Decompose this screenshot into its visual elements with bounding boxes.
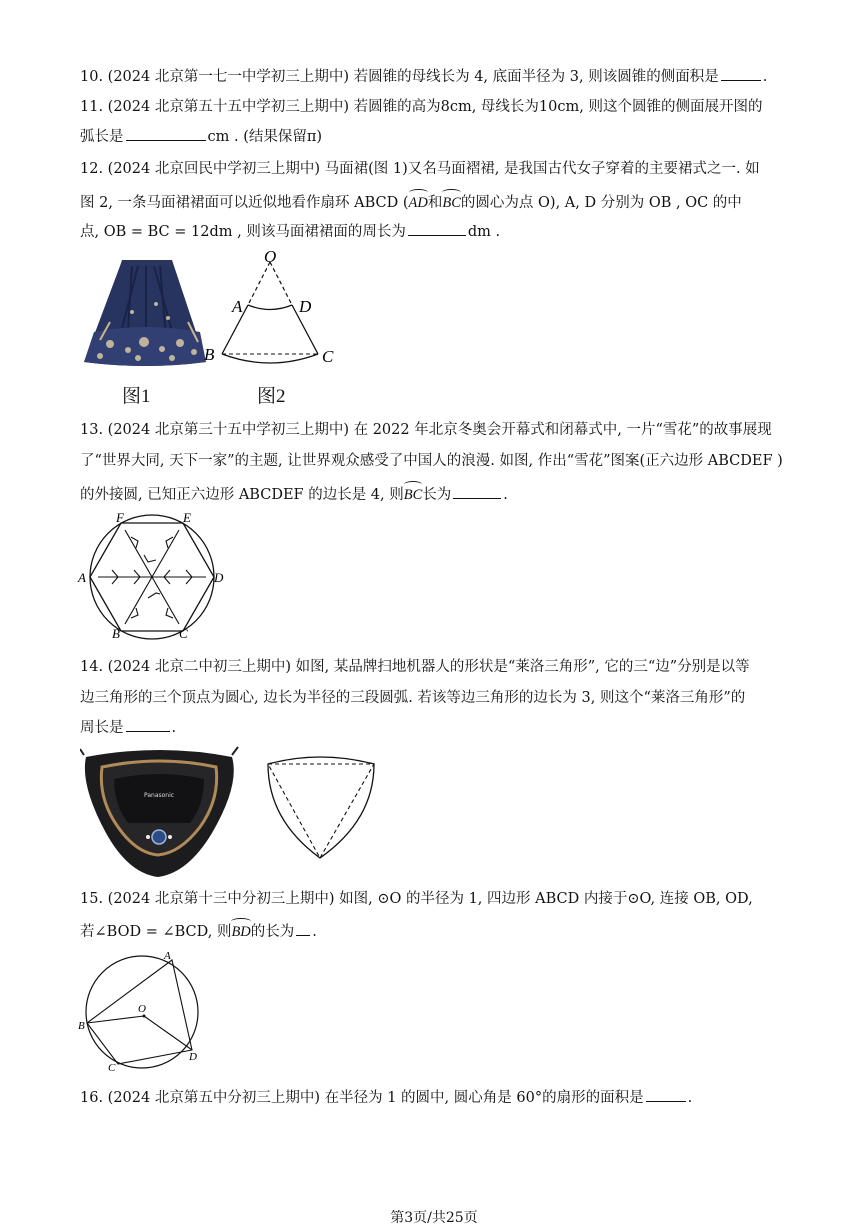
skirt-image bbox=[80, 252, 212, 370]
label-A: A bbox=[164, 950, 171, 962]
label-C: C bbox=[179, 626, 188, 641]
arc-BC: BC bbox=[404, 482, 423, 505]
robot-vacuum-image bbox=[80, 745, 240, 880]
question-11-line2: 弧长是 cm . (结果保留π) bbox=[80, 126, 322, 147]
answer-blank bbox=[126, 717, 170, 732]
answer-blank bbox=[126, 126, 206, 141]
question-10: 10. (2024 北京第一七一中学初三上期中) 若圆锥的母线长为 4, 底面半径为 3, 则该圆锥的侧面积是 . bbox=[80, 66, 767, 87]
question-12-line2: 图 2, 一条马面裙裙面可以近似地看作扇环 ABCD (AD和BC的圆心为点 O), A, D 分别为 OB , OC 的中 bbox=[80, 190, 742, 213]
label-C: C bbox=[108, 1062, 116, 1072]
label-A: A bbox=[78, 570, 86, 585]
label-C: C bbox=[322, 347, 334, 366]
label-B: B bbox=[78, 1020, 85, 1032]
label-D: D bbox=[189, 1051, 197, 1063]
question-14-line3: 周长是 . bbox=[80, 717, 176, 738]
question-13-line2: 了“世界大同, 天下一家”的主题, 让世界观众感受了中国人的浪漫. 如图, 作出“雪花”图案(正六边形 ABCDEF ) bbox=[80, 453, 783, 469]
answer-blank bbox=[646, 1087, 686, 1102]
answer-blank bbox=[453, 484, 501, 499]
arc-AD: AD bbox=[409, 190, 428, 213]
inscribed-quadrilateral-diagram bbox=[76, 950, 206, 1072]
label-F: F bbox=[116, 510, 124, 525]
label-O: O bbox=[138, 1003, 146, 1015]
arc-BD: BD bbox=[231, 919, 250, 942]
label-D: D bbox=[299, 297, 312, 316]
q10-text: 10. (2024 北京第一七一中学初三上期中) 若圆锥的母线长为 4, 底面半径为 3, 则该圆锥的侧面积是 bbox=[80, 69, 719, 85]
figure-1-caption: 图1 bbox=[122, 386, 151, 407]
question-16: 16. (2024 北京第五中分初三上期中) 在半径为 1 的圆中, 圆心角是 60°的扇形的面积是 . bbox=[80, 1087, 692, 1108]
label-O: O bbox=[264, 250, 277, 266]
question-12-line1: 12. (2024 北京回民中学初三上期中) 马面裙(图 1)又名马面褶裙, 是我国古代女子穿着的主要裙式之一. 如 bbox=[80, 161, 760, 177]
question-13-line1: 13. (2024 北京第三十五中学初三上期中) 在 2022 年北京冬奥会开幕式和闭幕式中, 一片“雪花”的故事展现 bbox=[80, 422, 772, 438]
question-13-line3: 的外接圆, 已知正六边形 ABCDEF 的边长是 4, 则BC长为 . bbox=[80, 482, 508, 505]
page-footer: 第3页/共25页 bbox=[390, 1210, 478, 1226]
label-B: B bbox=[204, 345, 215, 364]
answer-blank bbox=[296, 921, 310, 936]
snowflake-hexagon-diagram bbox=[76, 510, 236, 642]
label-B: B bbox=[112, 626, 120, 641]
arc-BC: BC bbox=[442, 190, 461, 213]
question-12-line3: 点, OB = BC = 12dm , 则该马面裙裙面的周长为 dm . bbox=[80, 221, 500, 242]
sector-ring-diagram bbox=[200, 250, 350, 368]
question-15-line1: 15. (2024 北京第十三中分初三上期中) 如图, ⊙O 的半径为 1, 四边形 ABCD 内接于⊙O, 连接 OB, OD, bbox=[80, 891, 753, 907]
label-E: E bbox=[183, 510, 191, 525]
question-14-line1: 14. (2024 北京二中初三上期中) 如图, 某品牌扫地机器人的形状是“莱洛三角形”, 它的三“边”分别是以等 bbox=[80, 659, 750, 675]
label-D: D bbox=[214, 570, 224, 585]
question-11-line1: 11. (2024 北京第五十五中学初三上期中) 若圆锥的高为8cm, 母线长为10cm, 则这个圆锥的侧面展开图的 bbox=[80, 99, 763, 115]
reuleaux-triangle-diagram bbox=[262, 752, 380, 864]
figure-2-caption: 图2 bbox=[257, 386, 286, 407]
question-14-line2: 边三角形的三个顶点为圆心, 边长为半径的三段圆弧. 若该等边三角形的边长为 3, 则这个“莱洛三角形”的 bbox=[80, 690, 746, 706]
answer-blank bbox=[721, 66, 761, 81]
label-A: A bbox=[232, 297, 243, 316]
question-15-line2: 若∠BOD = ∠BCD, 则BD的长为 . bbox=[80, 919, 317, 942]
answer-blank bbox=[408, 221, 466, 236]
robot-brand-text: Panasonic bbox=[144, 792, 175, 799]
